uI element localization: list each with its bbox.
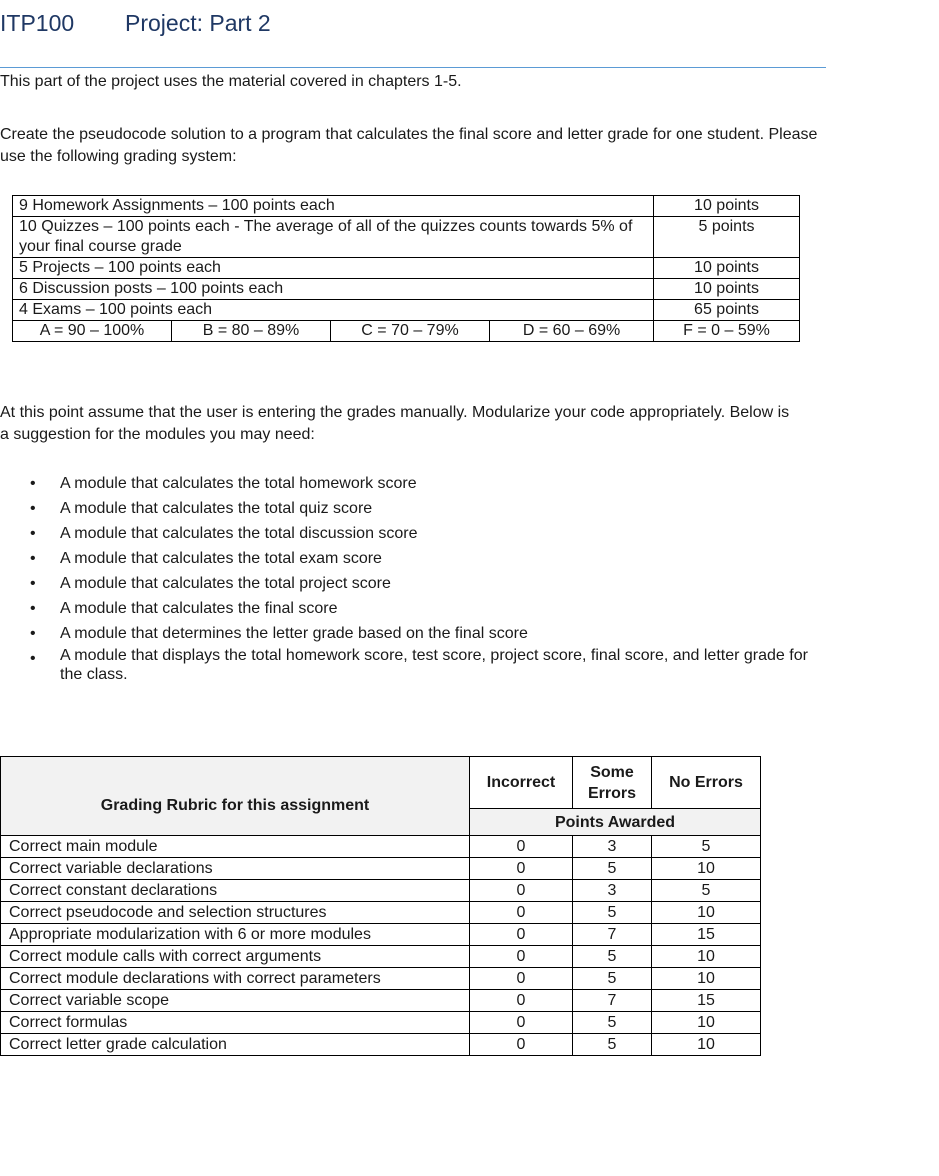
grading-item: 9 Homework Assignments – 100 points each — [13, 196, 654, 217]
grade-range-a: A = 90 – 100% — [13, 321, 172, 342]
grading-rubric-table — [0, 756, 761, 1056]
rubric-criterion: Correct constant declarations — [1, 880, 470, 902]
bullet-icon: • — [30, 575, 36, 592]
rubric-none: 10 — [652, 968, 761, 990]
rubric-criterion: Correct variable declarations — [1, 858, 470, 880]
rubric-incorrect: 0 — [470, 836, 573, 858]
rubric-some: 5 — [573, 902, 652, 924]
rubric-none: 15 — [652, 924, 761, 946]
rubric-incorrect: 0 — [470, 858, 573, 880]
grading-points: 10 points — [654, 196, 800, 217]
rubric-some: 3 — [573, 880, 652, 902]
list-item: • A module that calculates the final score — [0, 596, 820, 621]
course-code: ITP100 — [0, 10, 75, 36]
col-some-errors: Some Errors — [573, 757, 652, 809]
rubric-incorrect: 0 — [470, 990, 573, 1012]
rubric-criterion: Correct module calls with correct arguments — [1, 946, 470, 968]
rubric-none: 5 — [652, 880, 761, 902]
rubric-header-row — [1, 757, 761, 809]
grading-item: 6 Discussion posts – 100 points each — [13, 279, 654, 300]
bullet-icon: • — [30, 475, 36, 492]
list-item: • A module that calculates the total quiz score — [0, 496, 820, 521]
rubric-criterion: Correct main module — [1, 836, 470, 858]
grade-range-f: F = 0 – 59% — [654, 321, 800, 342]
list-item: • A module that determines the letter grade based on the final score — [0, 621, 820, 646]
grading-points: 5 points — [654, 217, 800, 258]
rubric-some: 5 — [573, 1012, 652, 1034]
list-item: • A module that calculates the total homework score — [0, 471, 820, 496]
table-row — [1, 1034, 761, 1056]
rubric-none: 15 — [652, 990, 761, 1012]
rubric-incorrect: 0 — [470, 968, 573, 990]
rubric-none: 5 — [652, 836, 761, 858]
rubric-incorrect: 0 — [470, 880, 573, 902]
rubric-criterion: Correct module declarations with correct parameters — [1, 968, 470, 990]
rubric-none: 10 — [652, 946, 761, 968]
table-row — [1, 836, 761, 858]
grading-points: 10 points — [654, 258, 800, 279]
rubric-incorrect: 0 — [470, 1012, 573, 1034]
col-no-errors: No Errors — [652, 757, 761, 809]
table-row — [1, 858, 761, 880]
grading-item: 10 Quizzes – 100 points each - The average of all of the quizzes counts towards 5% of your final course grade — [13, 217, 654, 258]
table-row — [1, 990, 761, 1012]
grading-system-table — [12, 195, 800, 342]
rubric-criterion: Correct letter grade calculation — [1, 1034, 470, 1056]
rubric-title: Grading Rubric for this assignment — [1, 757, 470, 836]
bullet-icon: • — [30, 550, 36, 567]
list-item: • A module that displays the total homework score, test score, project score, final score, and letter grade for the class. — [30, 647, 808, 683]
grading-row — [13, 279, 800, 300]
rubric-none: 10 — [652, 858, 761, 880]
list-item: • A module that calculates the total exam score — [0, 546, 820, 571]
bullet-icon: • — [30, 625, 36, 642]
rubric-criterion: Correct pseudocode and selection structures — [1, 902, 470, 924]
rubric-incorrect: 0 — [470, 924, 573, 946]
intro-paragraph-2: Create the pseudocode solution to a program that calculates the final score and letter grade for one student. Please use the following grading system: — [0, 126, 818, 165]
bullet-icon: • — [30, 650, 36, 667]
grading-item: 4 Exams – 100 points each — [13, 300, 654, 321]
rubric-some: 7 — [573, 924, 652, 946]
rubric-none: 10 — [652, 1034, 761, 1056]
grading-row — [13, 217, 800, 258]
bullet-icon: • — [30, 500, 36, 517]
points-awarded-header: Points Awarded — [470, 809, 761, 836]
grade-range-b: B = 80 – 89% — [172, 321, 331, 342]
table-row — [1, 902, 761, 924]
page-title: Project: Part 2 — [125, 10, 271, 36]
rubric-some: 5 — [573, 946, 652, 968]
grading-row — [13, 196, 800, 217]
rubric-some: 5 — [573, 968, 652, 990]
grading-points: 65 points — [654, 300, 800, 321]
table-row — [1, 968, 761, 990]
rubric-incorrect: 0 — [470, 1034, 573, 1056]
modules-list — [0, 471, 820, 684]
rubric-some: 3 — [573, 836, 652, 858]
list-item: • A module that calculates the total discussion score — [0, 521, 820, 546]
bullet-icon: • — [30, 525, 36, 542]
grading-row — [13, 300, 800, 321]
header-divider — [0, 67, 826, 68]
rubric-criterion: Correct formulas — [1, 1012, 470, 1034]
list-item: • A module that calculates the total project score — [0, 571, 820, 596]
rubric-some: 7 — [573, 990, 652, 1012]
table-row — [1, 880, 761, 902]
rubric-some: 5 — [573, 858, 652, 880]
rubric-none: 10 — [652, 902, 761, 924]
rubric-incorrect: 0 — [470, 946, 573, 968]
grading-points: 10 points — [654, 279, 800, 300]
modules-intro: At this point assume that the user is entering the grades manually. Modularize your code appropriately. Below is a suggestion for the modules you may need: — [0, 404, 790, 443]
bullet-icon: • — [30, 600, 36, 617]
table-row — [1, 946, 761, 968]
grade-range-d: D = 60 – 69% — [490, 321, 654, 342]
intro-paragraph-1: This part of the project uses the material covered in chapters 1-5. — [0, 73, 462, 90]
table-row — [1, 924, 761, 946]
rubric-criterion: Correct variable scope — [1, 990, 470, 1012]
table-row — [1, 1012, 761, 1034]
rubric-incorrect: 0 — [470, 902, 573, 924]
rubric-none: 10 — [652, 1012, 761, 1034]
grade-range-c: C = 70 – 79% — [331, 321, 490, 342]
rubric-criterion: Appropriate modularization with 6 or more modules — [1, 924, 470, 946]
grading-row — [13, 258, 800, 279]
col-incorrect: Incorrect — [470, 757, 573, 809]
grading-item: 5 Projects – 100 points each — [13, 258, 654, 279]
rubric-some: 5 — [573, 1034, 652, 1056]
grade-scale-row — [13, 321, 800, 342]
